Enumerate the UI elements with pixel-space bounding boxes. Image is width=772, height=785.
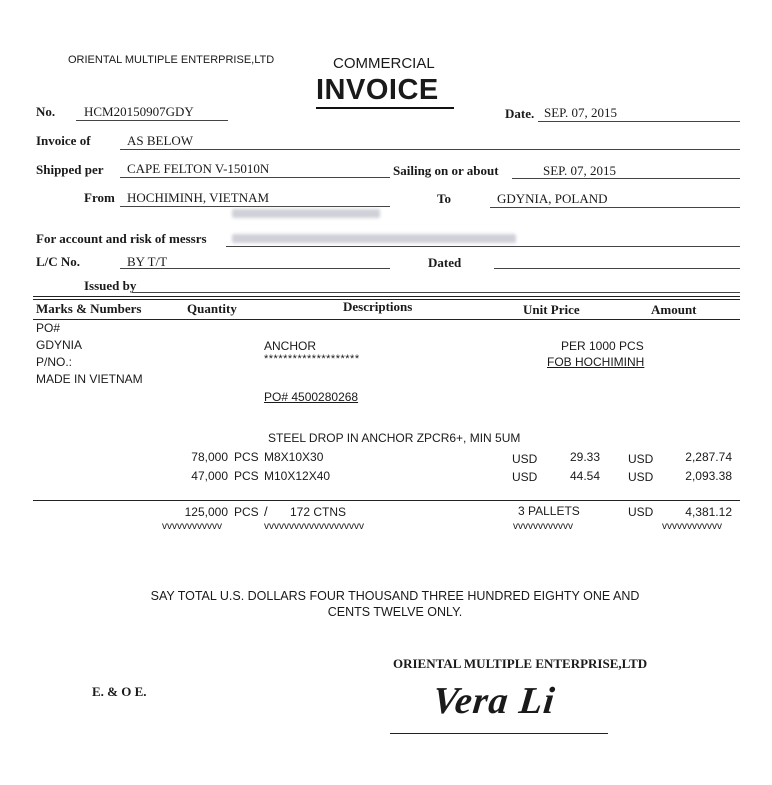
col-header-quantity: Quantity — [187, 301, 237, 316]
commercial-label: COMMERCIAL — [333, 55, 435, 72]
say-total-line-1: SAY TOTAL U.S. DOLLARS FOUR THOUSAND THREE HUNDRED EIGHTY ONE AND — [150, 589, 640, 603]
row1-qty: 78,000 — [191, 450, 228, 464]
invoice-of-label: Invoice of — [36, 133, 91, 148]
row2-qty: 47,000 — [191, 469, 228, 483]
desc-stars: ******************** — [264, 353, 360, 365]
shipped-per-label: Shipped per — [36, 162, 104, 177]
account-label: For account and risk of messrs — [36, 231, 207, 246]
row2-amount-currency: USD — [628, 470, 654, 484]
signature: Vera Li — [430, 680, 558, 722]
to-underline — [490, 207, 740, 208]
invoice-of-underline — [120, 149, 740, 150]
issued-by-underline — [132, 292, 740, 293]
total-pallets: 3 PALLETS — [518, 504, 580, 518]
row1-amount-currency: USD — [628, 452, 654, 466]
no-underline — [76, 120, 228, 121]
dated-label: Dated — [428, 255, 462, 270]
invoice-title: INVOICE — [316, 74, 439, 106]
account-underline — [226, 246, 740, 247]
company-name-footer: ORIENTAL MULTIPLE ENTERPRISE,LTD — [393, 656, 648, 671]
redacted-consignee-name — [232, 209, 380, 218]
lc-value: BY T/T — [127, 254, 168, 269]
mark-line-4: MADE IN VIETNAM — [36, 372, 143, 386]
row2-model: M10X12X40 — [264, 469, 331, 483]
redacted-consignee-address — [232, 234, 516, 243]
from-underline — [120, 206, 390, 207]
issued-by-label: Issued by — [84, 278, 137, 293]
to-value: GDYNIA, POLAND — [497, 191, 608, 206]
dated-underline — [494, 268, 740, 269]
v-mark-amount: vvvvvvvvvvvv — [662, 521, 722, 532]
total-slash: / — [264, 504, 268, 519]
v-mark-pallets: vvvvvvvvvvvv — [513, 521, 573, 532]
row1-price: 29.33 — [569, 450, 600, 464]
eoe-label: E. & O E. — [92, 684, 147, 699]
date-label: Date. — [505, 106, 535, 121]
col-header-amount: Amount — [651, 302, 697, 317]
v-mark-desc: vvvvvvvvvvvvvvvvvvvv — [264, 521, 364, 532]
total-rule — [33, 500, 740, 501]
mark-line-2: GDYNIA — [36, 338, 83, 352]
row2-currency: USD — [512, 470, 538, 484]
invoice-of-value: AS BELOW — [127, 133, 194, 148]
signature-line — [390, 733, 608, 734]
mark-line-3: P/NO.: — [36, 355, 73, 369]
sailing-value: SEP. 07, 2015 — [543, 163, 616, 178]
company-name-header: ORIENTAL MULTIPLE ENTERPRISE,LTD — [68, 54, 275, 66]
sailing-underline — [512, 178, 740, 179]
table-top-rule-1 — [33, 296, 740, 297]
col-header-unit-price: Unit Price — [523, 302, 580, 317]
say-total-line-2: CENTS TWELVE ONLY. — [327, 605, 463, 619]
po-number: PO# 4500280268 — [264, 390, 359, 404]
total-amount: 4,381.12 — [685, 505, 732, 519]
price-terms: FOB HOCHIMINH — [547, 355, 645, 369]
to-label: To — [437, 191, 451, 206]
no-label: No. — [36, 104, 56, 119]
total-qty: 125,000 — [184, 505, 228, 519]
total-currency: USD — [628, 505, 654, 519]
row2-unit: PCS — [234, 469, 259, 483]
date-underline — [538, 121, 740, 122]
date-value: SEP. 07, 2015 — [544, 105, 617, 120]
from-value: HOCHIMINH, VIETNAM — [127, 190, 270, 205]
table-header-bottom-rule — [33, 319, 740, 320]
total-ctns: 172 CTNS — [290, 505, 347, 519]
row1-unit: PCS — [234, 450, 259, 464]
no-value: HCM20150907GDY — [84, 104, 194, 119]
row1-model: M8X10X30 — [264, 450, 324, 464]
col-header-descriptions: Descriptions — [343, 299, 413, 314]
from-label: From — [84, 190, 115, 205]
row1-amount: 2,287.74 — [685, 450, 732, 464]
shipped-per-underline — [120, 177, 390, 178]
col-header-marks: Marks & Numbers — [36, 301, 142, 316]
row1-currency: USD — [512, 452, 538, 466]
desc-name: ANCHOR — [264, 339, 317, 353]
product-description: STEEL DROP IN ANCHOR ZPCR6+, MIN 5UM — [268, 431, 521, 445]
lc-underline — [120, 268, 390, 269]
total-unit: PCS — [234, 505, 259, 519]
v-mark-qty: vvvvvvvvvvvv — [162, 521, 222, 532]
shipped-per-value: CAPE FELTON V-15010N — [127, 161, 270, 176]
row2-amount: 2,093.38 — [685, 469, 732, 483]
price-basis: PER 1000 PCS — [561, 339, 644, 353]
row2-price: 44.54 — [569, 469, 600, 483]
lc-label: L/C No. — [36, 254, 81, 269]
sailing-label: Sailing on or about — [393, 163, 499, 178]
invoice-title-underline — [316, 107, 454, 109]
mark-line-1: PO# — [36, 321, 61, 335]
